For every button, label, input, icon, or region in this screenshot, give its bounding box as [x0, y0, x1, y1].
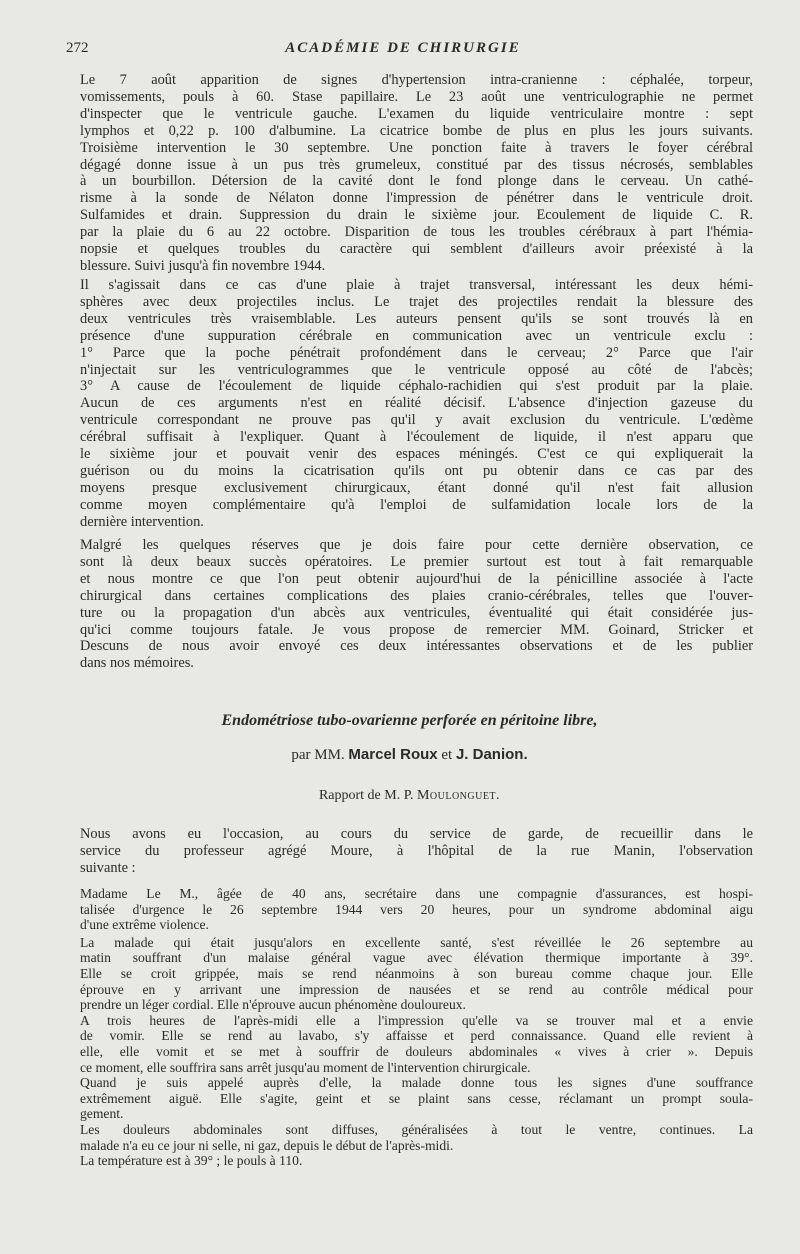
text-line: suivante : [80, 859, 136, 876]
paragraph [66, 537, 753, 672]
text-line: ventricule correspondant ne prouve pas qu'il y avait exclusion du ventricule. L'œdème [80, 412, 753, 429]
text-line: guérison ou du moins la cicatrisation qu'ils ont pu obtenir dans ce cas par des [80, 462, 753, 479]
text-line: et nous montre ce que l'on peut obtenir aujourd'hui de la pénicilline associée à l'acte [80, 570, 753, 587]
text-line: Descuns de nous avoir envoyé ces deux intéressantes observations et de les publier [80, 638, 753, 655]
author-1: Marcel Roux [348, 746, 438, 763]
text-line: blessure. Suivi jusqu'à fin novembre 1944. [80, 257, 326, 274]
paragraph [66, 935, 753, 1013]
text-line: gement. [80, 1106, 124, 1122]
conclusion-paragraph [66, 537, 753, 672]
paragraph [66, 1153, 753, 1169]
paragraph [66, 1122, 753, 1153]
paragraph [66, 1013, 753, 1075]
text-line: ture ou la propagation d'un abcès aux ventricules, éventualité qui était considérée jus- [80, 604, 753, 621]
discussion-paragraph [66, 277, 753, 531]
text-line: sphères avec deux projectiles inclus. Le trajet des projectiles rendait la blessure des [80, 293, 753, 310]
text-line: Aucun de ces arguments n'est en réalité décisif. L'absence d'injection gazeuse du [80, 395, 753, 412]
report-line [66, 788, 753, 804]
text-line: sont là deux beaux succès opératoires. Le premier surtout est tout à fait remarquable [80, 553, 753, 570]
article-authors [66, 746, 753, 764]
paragraph [66, 826, 753, 877]
text-line: dégagé donne issue à un pus très grumeleux, constitué par des tissus nécrosés, semblables [80, 156, 753, 173]
paragraph [66, 72, 753, 275]
text-line: comme moyen complémentaire qu'à l'emploi de sulfamidation locale lors de la [80, 496, 753, 513]
text-line: talisée d'urgence le 26 septembre 1944 vers 20 heures, pour un syndrome abdominal aigu [80, 901, 753, 917]
paragraph [66, 277, 753, 531]
text-line: Il s'agissait dans ce cas d'une plaie à trajet transversal, intéressant les deux hémi- [80, 277, 753, 293]
text-line: par la plaie du 6 au 22 octobre. Disparition de tous les troubles cérébraux à part l'hémia- [80, 224, 753, 241]
text-line: elle, elle vomit et se met à souffrir de douleurs abdominales « vives à crier ». Depuis [80, 1043, 753, 1059]
intro-paragraph [66, 826, 753, 877]
text-line: Nous avons eu l'occasion, au cours du service de garde, de recueillir dans le [80, 826, 753, 842]
text-line: cérébral suffisait à l'expliquer. Quant à l'écoulement de liquide, il n'est apparu que [80, 429, 753, 446]
text-line: malade n'a eu ce jour ni selle, ni gaz, depuis le début de l'après-midi. [80, 1137, 454, 1153]
text-line: Sulfamides et drain. Suppression du drain le sixième jour. Ecoulement de liquide C. R. [80, 207, 753, 224]
text-line: Troisième intervention le 30 septembre. Une ponction faite à travers le foyer cérébral [80, 139, 753, 156]
by-label: par MM. [291, 747, 345, 763]
text-line: deux ventricules très vraisemblable. Les auteurs pensent qu'ils se sont trouvés là en [80, 310, 753, 327]
text-line: le sixième jour et pouvait venir des espaces méningés. C'est ce qui expliquerait la [80, 446, 753, 463]
case-paragraph [66, 72, 753, 275]
text-line: Malgré les quelques réserves que je dois faire pour cette dernière observation, ce [80, 537, 753, 553]
text-line: Le 7 août apparition de signes d'hypertension intra-cranienne : céphalée, torpeur, [80, 72, 753, 88]
text-line: ce moment, elle souffrira sans arrêt jusqu'au moment de l'intervention chirurgicale. [80, 1059, 531, 1075]
text-line: à un bourbillon. Détersion de la cavité dont le fond plonge dans le cerveau. Un cathé- [80, 173, 753, 190]
text-line: d'une extrême violence. [80, 917, 209, 933]
article-title: Endométriose tubo-ovarienne perforée en péritoine libre, [221, 712, 598, 729]
text-line: Les douleurs abdominales sont diffuses, généralisées à tout le ventre, continues. La [80, 1121, 753, 1137]
text-line: présence d'une suppuration cérébrale en communication avec un ventricule exclu : [80, 327, 753, 344]
text-line: éprouve en y arrivant une impression de nausées et se rend au contrôle médical pour [80, 981, 753, 997]
text-line: n'injectait sur les ventriculogrammes que le ventricule opposé au côté de l'abcès; [80, 361, 753, 378]
page-header [66, 40, 740, 64]
text-line: 3° A cause de l'écoulement de liquide céphalo-rachidien qui s'est produit par la plaie. [80, 378, 753, 395]
text-line: La température est à 39° ; le pouls à 110. [80, 1153, 303, 1169]
text-line: Madame Le M., âgée de 40 ans, secrétaire dans une compagnie d'assurances, est hospi- [80, 886, 753, 901]
text-line: moyens presque exclusivement chirurgicaux, étant donné qu'il n'est fait allusion [80, 479, 753, 496]
text-line: d'inspecter que le ventricule gauche. L'examen du liquide ventriculaire montre : sept [80, 105, 753, 122]
text-line: dernière intervention. [80, 513, 204, 530]
text-line: qu'ici comme toujours fatale. Je vous propose de remercier MM. Goinard, Stricker et [80, 621, 753, 638]
text-line: vomissements, pouls à 60. Stase papillaire. Le 23 août une ventriculographie ne permet [80, 88, 753, 105]
and-label: et [441, 747, 453, 763]
author-2: J. Danion. [455, 746, 528, 763]
text-line: service du professeur agrégé Moure, à l'hôpital de la rue Manin, l'observation [80, 842, 753, 859]
text-line: matin souffrant d'un malaise général vague avec élévation thermique importante à 39°. [80, 950, 753, 966]
text-line: A trois heures de l'après-midi elle a l'impression qu'elle va se trouver mal et a envie [80, 1012, 753, 1028]
text-line: nopsie et quelques troubles du caractère qui semblent d'ailleurs avoir préexisté à la [80, 241, 753, 258]
text-line: de vomir. Elle se rend au lavabo, s'y affaisse et perd connaissance. Quand elle revient à [80, 1028, 753, 1044]
reporter-name: Moulonguet. [416, 788, 501, 803]
observation [66, 886, 753, 1169]
text-line: risme à la sonde de Nélaton donne l'impression de pénétrer dans le ventricule droit. [80, 190, 753, 207]
paragraph [66, 1075, 753, 1122]
text-line: prendre un léger cordial. Elle n'éprouve aucun phénomène douloureux. [80, 997, 466, 1013]
text-line: lymphos et 0,22 p. 100 d'albumine. La cicatrice bombe de plus en plus les jours suivants. [80, 122, 753, 139]
text-line: Elle se croit grippée, mais se rend néanmoins à son bureau comme chaque jour. Elle [80, 965, 753, 981]
text-line: extrêmement aiguë. Elle s'agite, geint et se plaint sans cesse, réclamant un prompt soula- [80, 1090, 753, 1106]
report-prefix: Rapport de M. P. [318, 788, 414, 803]
text-line: chirurgical dans certaines complications des plaies cranio-cérébrales, telles que l'ouver- [80, 587, 753, 604]
text-line: dans nos mémoires. [80, 655, 194, 672]
paragraph [66, 886, 753, 933]
running-title: ACADÉMIE DE CHIRURGIE [285, 40, 521, 56]
page-number: 272 [66, 40, 89, 56]
text-line: 1° Parce que la poche pénétrait profondément dans le cerveau; 2° Parce que l'air [80, 344, 753, 361]
text-line: Quand je suis appelé auprès d'elle, la malade donne tous les signes d'une souffrance [80, 1075, 753, 1091]
text-line: La malade qui était jusqu'alors en excellente santé, s'est réveillée le 26 septembre au [80, 934, 753, 950]
